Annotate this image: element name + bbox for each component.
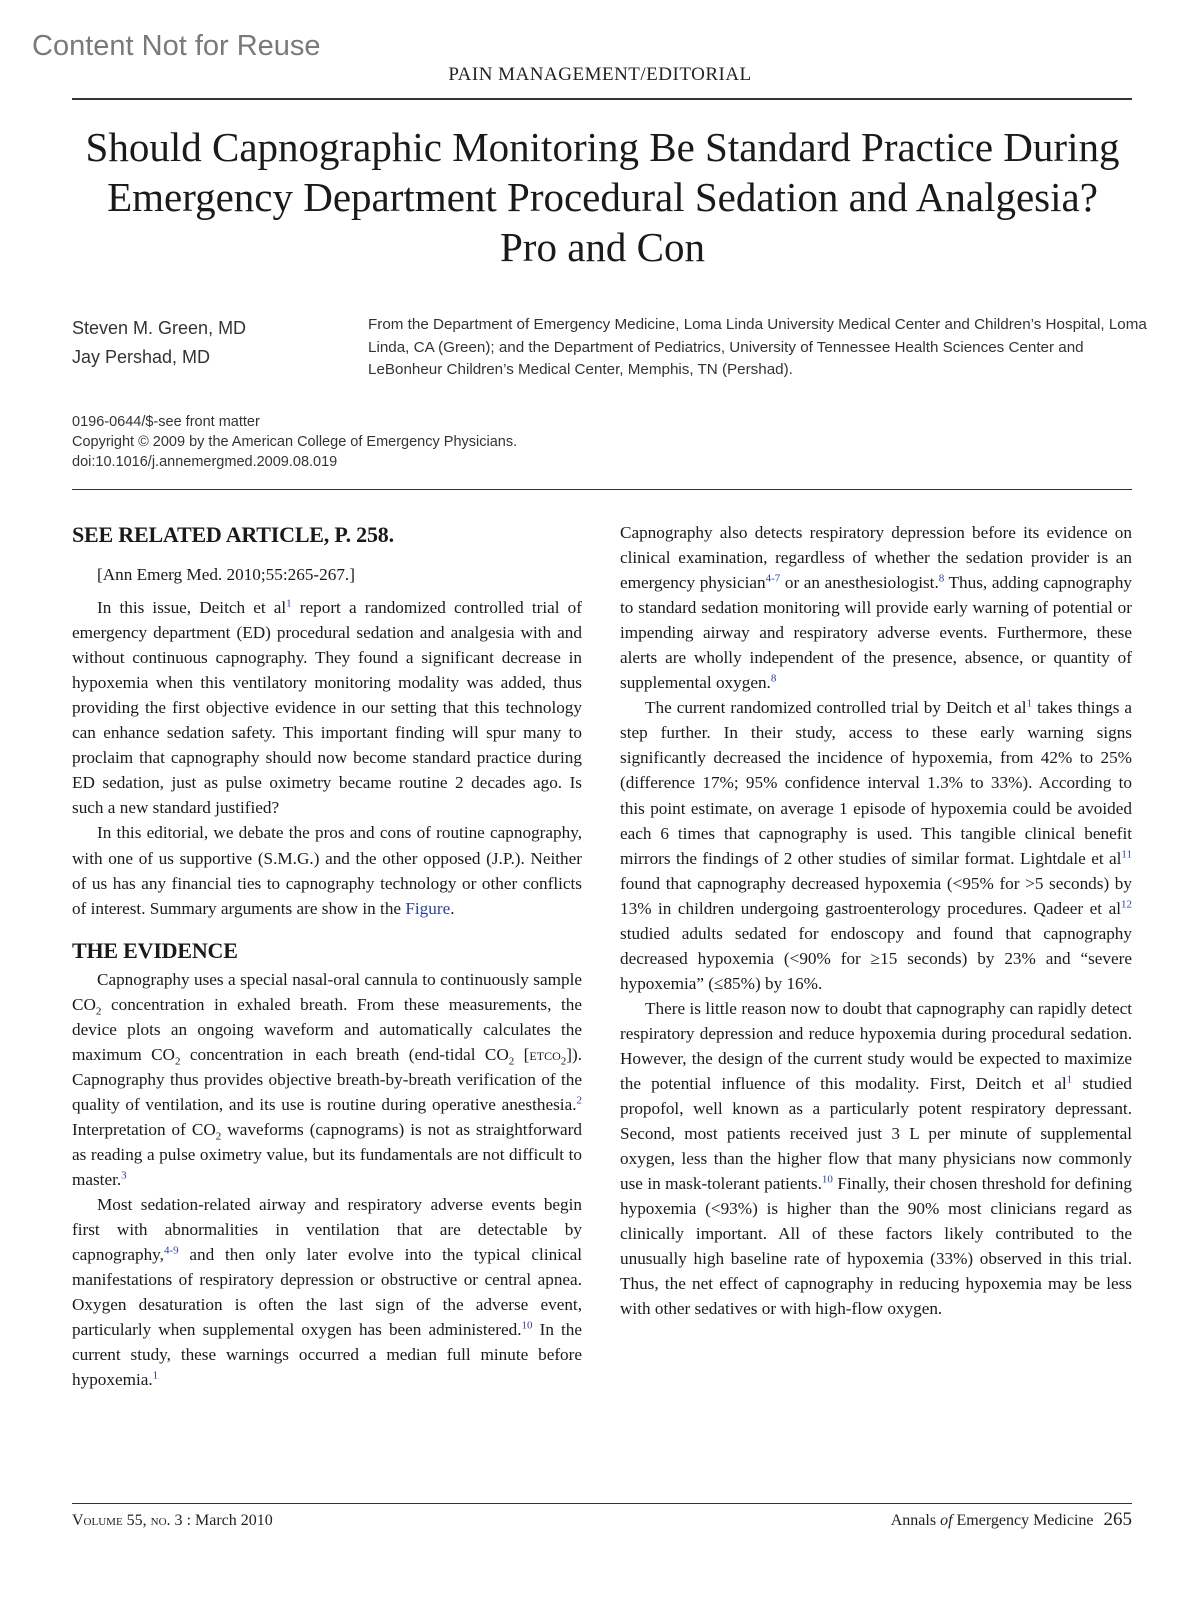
copyright-line: Copyright © 2009 by the American College of Emergency Physicians. — [72, 434, 518, 450]
reference-link[interactable]: 10 — [521, 1319, 533, 1332]
volume-issue: Volume 55, no. 3 — [72, 1512, 183, 1529]
reference-link[interactable]: 2 — [576, 1094, 582, 1107]
citation: [Ann Emerg Med. 2010;55:265-267.] — [97, 565, 355, 584]
related-article-heading: SEE RELATED ARTICLE, P. 258. — [72, 522, 394, 547]
section-rule — [72, 489, 1132, 490]
author-name: Steven M. Green, MD — [72, 318, 247, 338]
paragraph: In this issue, Deitch et al$^1$ report a randomized controlled trial of emergency department (ED) procedural sedation and analgesia with and without continuous capnography. They found a significant decrease in hypoxemia when this ventilatory monitoring modality was added, thus providing the first objective evidence in our setting that this technology can enhance sedation safety. This important finding will spur many to proclaim that capnography should now become standard practice during ED sedation, just as pulse oximetry became routine 2 decades ago. Is such a new standard justified? — [72, 597, 582, 818]
article-title — [60, 122, 1145, 272]
doi-line[interactable]: doi:10.1016/j.annemergmed.2009.08.019 — [72, 454, 338, 470]
section-label: PAIN MANAGEMENT/EDITORIAL — [448, 64, 752, 85]
author-list — [72, 314, 246, 372]
reference-link[interactable]: 8 — [770, 672, 777, 685]
left-column — [72, 520, 582, 1392]
reference-link[interactable]: 1 — [286, 597, 292, 610]
reference-link[interactable]: 1 — [1066, 1073, 1073, 1086]
reference-link[interactable]: 4-9 — [163, 1244, 179, 1257]
figure-link[interactable]: Figure — [405, 898, 451, 918]
footer-volume — [72, 1512, 273, 1530]
paragraph: Capnography uses a special nasal-oral cannula to continuously sample $CO_2$ concentration in exhaled breath. From these measurements, the device plots an ongoing waveform and automatically calculates the maximum $CO_2$ concentration in each breath (end-tidal $CO_2$ [etco$_2$]). Capnography thus provides objective breath-by-breath verification of the quality of ventilation, and its use is routine during operative anesthesia.$^2$ Interpretation of $CO_2$ waveforms (capnograms) is not as straightforward as reading a pulse oximetry value, but its fundamentals are not difficult to master.$^3$ — [72, 969, 582, 1190]
section-heading: THE EVIDENCE — [72, 937, 238, 963]
footer-journal — [891, 1509, 1132, 1531]
issue-date: March 2010 — [195, 1512, 273, 1529]
reference-link[interactable]: 4-7 — [765, 572, 781, 585]
reference-link[interactable]: 1 — [152, 1369, 159, 1382]
front-matter — [72, 412, 517, 472]
author-name: Jay Pershad, MD — [72, 347, 211, 367]
paragraph: There is little reason now to doubt that capnography can rapidly detect respiratory depression and reduce hypoxemia during procedural sedation. However, the design of the current study would be expected to maximize the potential influence of this modality. First, Deitch et al$^1$ studied propofol, well known as a particularly potent respiratory depressant. Second, most patients received just 3 L per minute of supplemental oxygen, less than the higher flow that many physicians now commonly use in mask-tolerant patients.$^{10}$ Finally, their chosen threshold for defining hypoxemia (<93%) is higher than the 90% most clinicians regard as clinically important. All of these factors likely contributed to the unusually high baseline rate of hypoxemia (33%) observed in this trial. Thus, the net effect of capnography in reducing hypoxemia may be less with other sedatives or with high-flow oxygen. — [620, 998, 1132, 1319]
header-rule — [72, 98, 1132, 100]
page-number: 265 — [1103, 1509, 1132, 1530]
paragraph: In this editorial, we debate the pros and cons of routine capnography, with one of us supportive (S.M.G.) and the other opposed (J.P.). Neither of us has any financial ties to capnography technology or other conflicts of interest. Summary arguments are show in the Figure. — [72, 823, 582, 918]
reference-link[interactable]: 3 — [121, 1169, 127, 1182]
reference-link[interactable]: 1 — [1026, 697, 1033, 710]
footer-rule — [72, 1503, 1132, 1504]
title-line: Pro and Con — [500, 224, 705, 270]
reference-link[interactable]: 12 — [1121, 897, 1132, 910]
affiliation: From the Department of Emergency Medicine, Loma Linda University Medical Center and Children’s Hospital, Loma Linda, CA (Green); and the Department of Pediatrics, University of Tennessee Health Sciences Center and LeBonheur Children’s Medical Center, Memphis, TN (Pershad). — [368, 316, 1147, 378]
right-column — [620, 520, 1132, 1322]
journal-name: Annals of Emergency Medicine — [890, 1512, 1094, 1529]
reference-link[interactable]: 10 — [821, 1173, 833, 1186]
title-line: Should Capnographic Monitoring Be Standard Practice During — [85, 124, 1120, 170]
reference-link[interactable]: 8 — [938, 572, 945, 585]
paragraph: Most sedation-related airway and respiratory adverse events begin first with abnormalities in ventilation that are detectable by capnography,$^{4-9}$ and then only later evolve into the typical clinical manifestations of respiratory depression or obstructive or central apnea. Oxygen desaturation is often the last sign of the adverse event, particularly when supplemental oxygen has been administered.$^{10}$ In the current study, these warnings occurred a median full minute before hypoxemia.$^1$ — [72, 1195, 582, 1390]
title-line: Emergency Department Procedural Sedation and Analgesia? — [107, 174, 1098, 220]
watermark: Content Not for Reuse — [32, 30, 321, 62]
paragraph: The current randomized controlled trial by Deitch et al$^1$ takes things a step further. In their study, access to these early warning signs significantly decreased the incidence of hypoxemia, from 42% to 25% (difference 17%; 95% confidence interval 1.3% to 33%). According to this point estimate, on average 1 episode of hypoxemia could be avoided each 6 times that capnography is used. This tangible clinical benefit mirrors the findings of 2 other studies of similar format. Lightdale et al$^{11}$ found that capnography decreased hypoxemia (<95% for >5 seconds) by 13% in children undergoing gastroenterology procedures. Qadeer et al$^{12}$ studied adults sedated for endoscopy and found that capnography decreased hypoxemia (<90% for ≥15 seconds) by 23% and “severe hypoxemia” (≤85%) by 16%. — [620, 697, 1132, 993]
separator: : — [186, 1512, 192, 1529]
paragraph: Capnography also detects respiratory depression before its evidence on clinical examination, regardless of whether the sedation provider is an emergency physician$^{4-7}$ or an anesthesiologist.$^8$ Thus, adding capnography to standard sedation monitoring will provide early warning of potential or impending airway and respiratory adverse events. Furthermore, these alerts are wholly independent of the presence, absence, or quantity of supplemental oxygen.$^8$ — [620, 523, 1133, 693]
issn-line: 0196-0644/$-see front matter — [72, 414, 260, 430]
reference-link[interactable]: 11 — [1121, 847, 1132, 860]
